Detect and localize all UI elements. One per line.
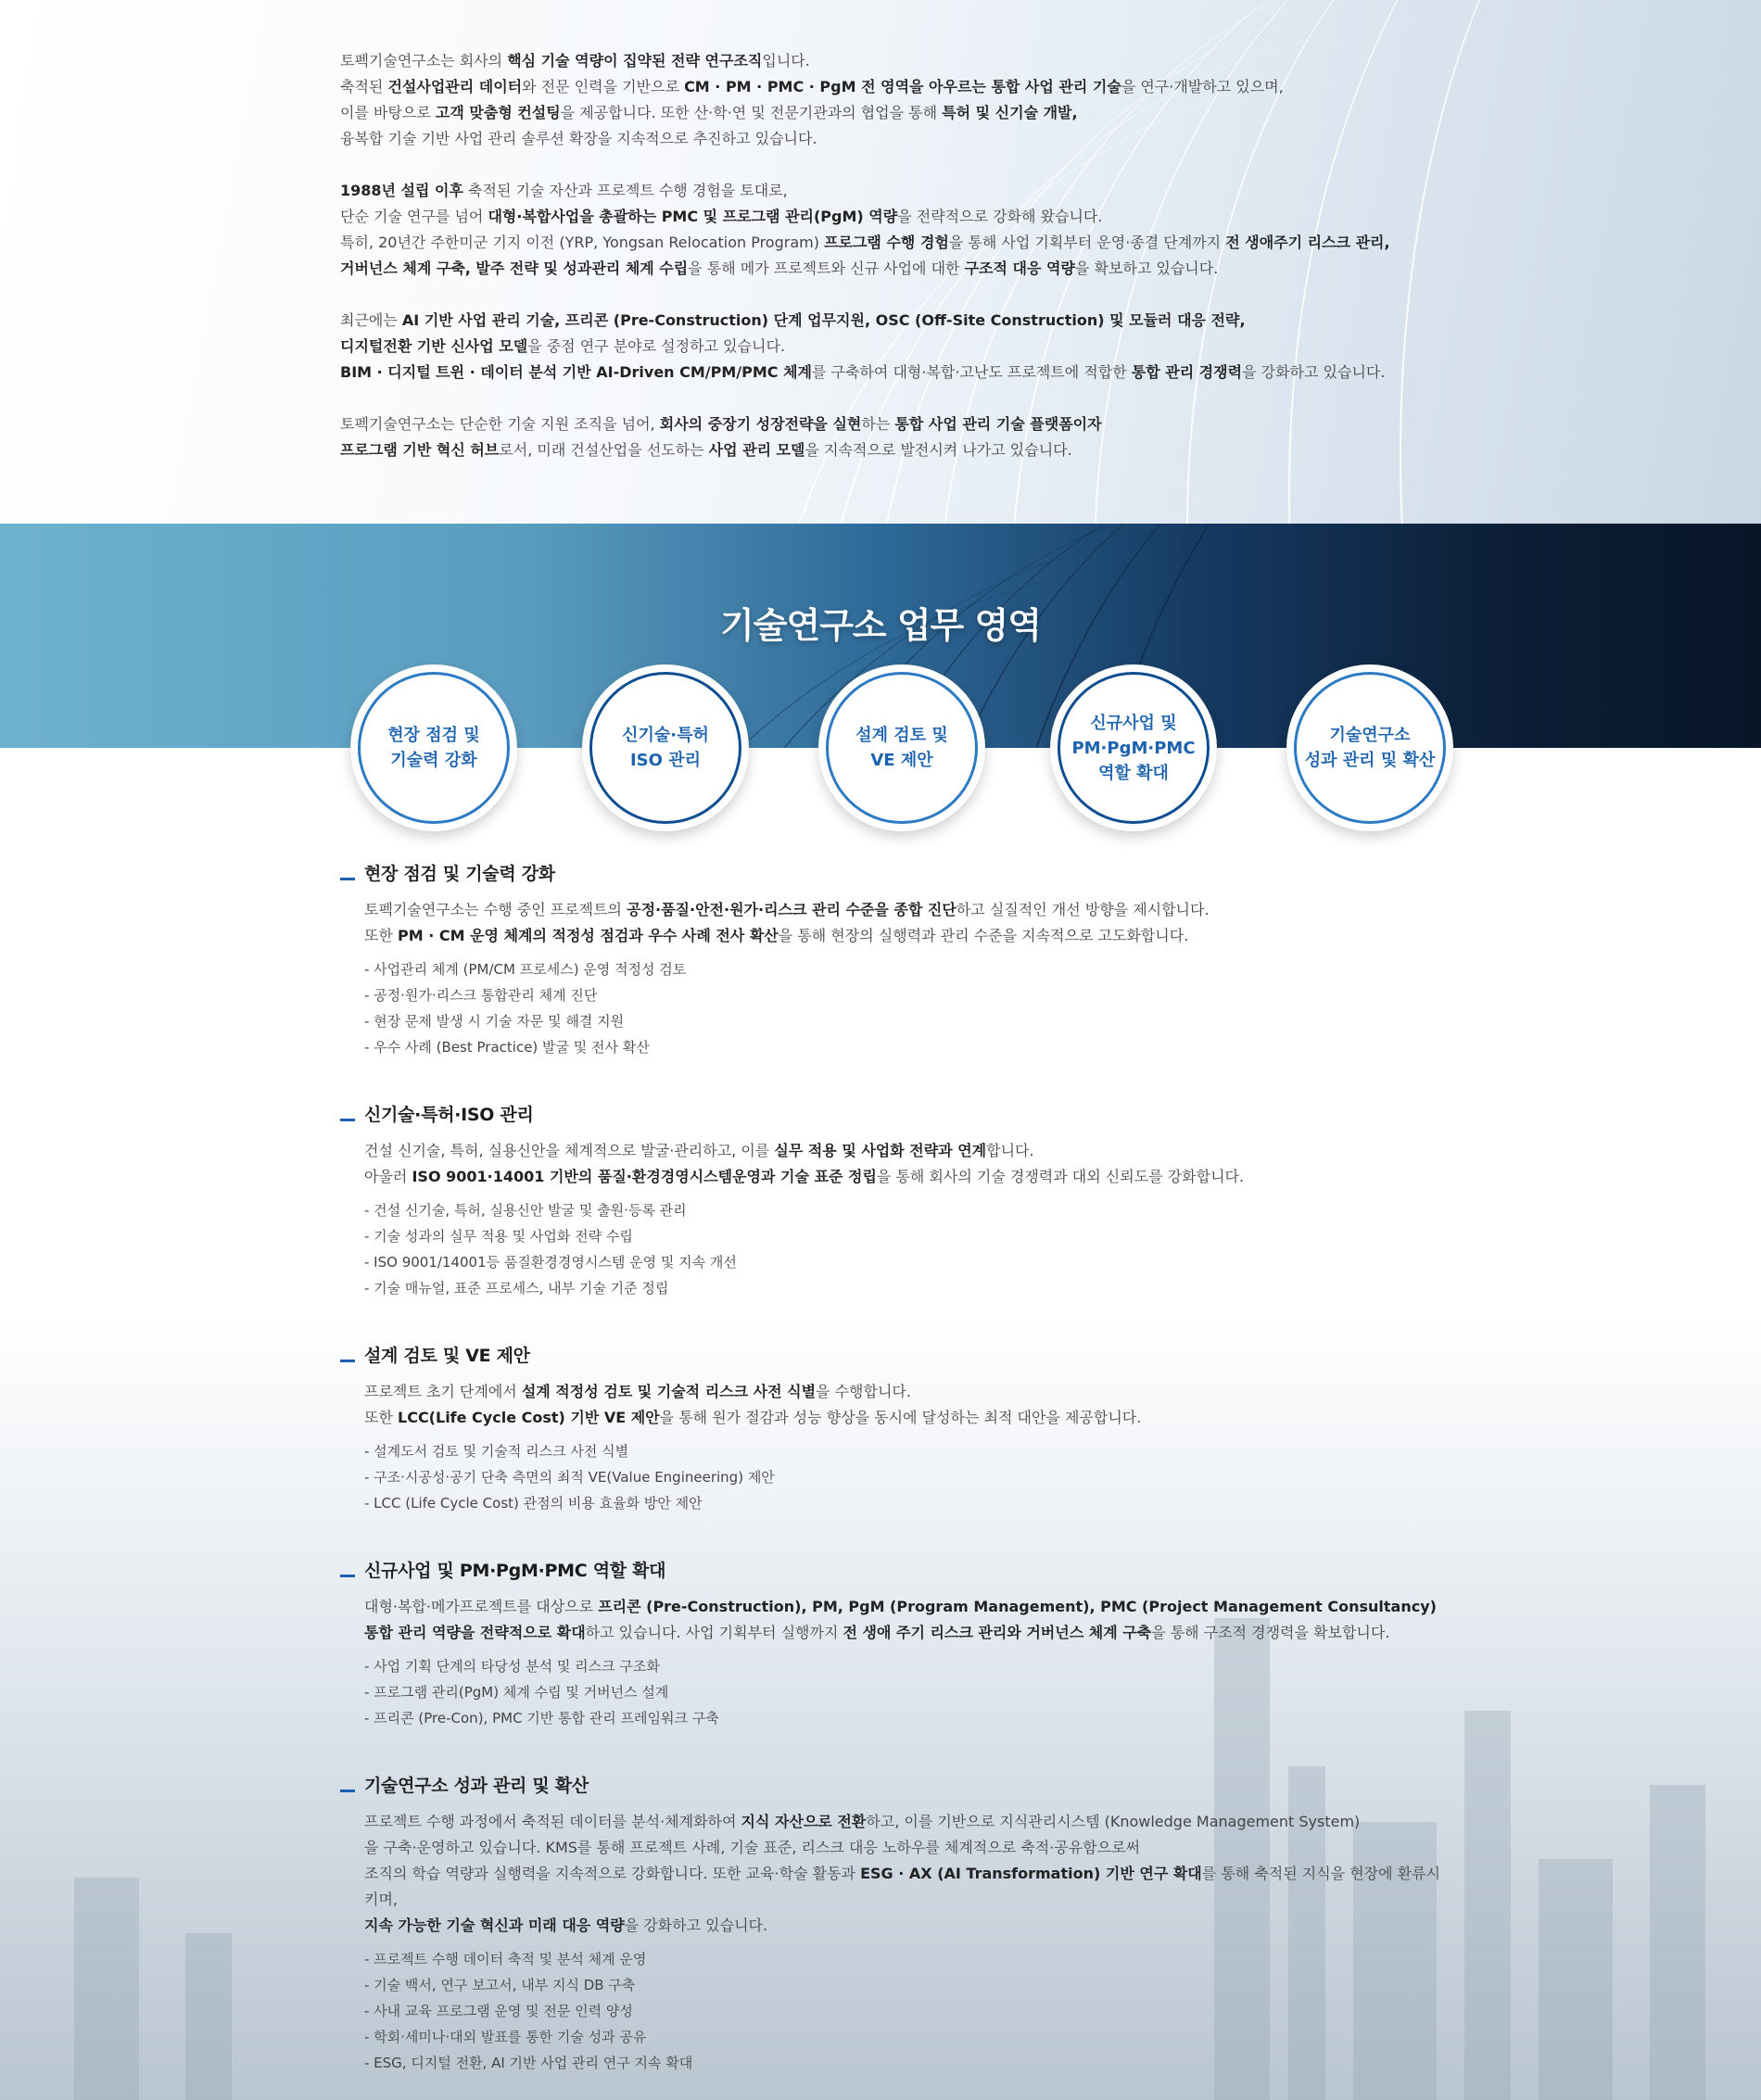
circle-new-business-pmc (1050, 664, 1217, 831)
emphasis-text: 지속 가능한 기술 혁신과 미래 대응 역량 (364, 1917, 625, 1934)
emphasis-text: ISO 9001·14001 기반의 품질·환경경영시스템운영과 기술 표준 정립 (412, 1168, 877, 1185)
emphasis-text: 실무 적용 및 사업화 전략과 연계 (774, 1142, 987, 1159)
list-item: - 사업관리 체계 (PM/CM 프로세스) 운영 적정성 검토 (364, 961, 687, 978)
list-item: - 현장 문제 발생 시 기술 자문 및 해결 지원 (364, 1013, 625, 1030)
emphasis-text: BIM · 디지털 트윈 · 데이터 분석 기반 AI-Driven CM/PM/PMC 체계 (340, 363, 813, 381)
emphasis-text: 1988년 설립 이후 (340, 182, 463, 199)
emphasis-text: 지식 자산으로 전환 (741, 1813, 867, 1830)
detail-design-review-ve (340, 1340, 1452, 1516)
list-item: - 공정·원가·리스크 통합관리 체계 진단 (364, 987, 598, 1004)
detail-title: 신기술·특허·ISO 관리 (364, 1104, 534, 1125)
emphasis-text: 전 생애 주기 리스크 관리와 거버넌스 체계 구축 (842, 1624, 1152, 1641)
detail-performance-management (340, 1770, 1452, 2076)
detail-list (364, 1438, 1452, 1516)
detail-list (364, 1197, 1452, 1301)
list-item: - 학회·세미나·대외 발표를 통한 기술 성과 공유 (364, 2029, 647, 2045)
detail-site-inspection (340, 858, 1452, 1060)
circle-performance-management (1286, 664, 1453, 831)
emphasis-text: 특허 및 신기술 개발, (942, 104, 1078, 121)
list-item: - 구조·시공성·공기 단축 측면의 최적 VE(Value Engineering) 제안 (364, 1469, 775, 1486)
circle-label: 설계 검토 및 VE 제안 (855, 726, 948, 770)
emphasis-text: 공정·품질·안전·원가·리스크 관리 수준을 종합 진단 (627, 901, 957, 918)
emphasis-text: 핵심 기술 역량이 집약된 전략 연구조직 (507, 52, 763, 70)
list-item: - ISO 9001/14001등 품질환경경영시스템 운영 및 지속 개선 (364, 1254, 737, 1271)
detail-title: 설계 검토 및 VE 제안 (364, 1345, 530, 1366)
detail-description: 프로젝트 초기 단계에서 설계 적정성 검토 및 기술적 리스크 사전 식별을 수행합니다. 또한 LCC(Life Cycle Cost) 기반 VE 제안을 통해 원가 절감과 성능 향상을 동시에 달성하는 최적 대안을 제공합니다. (364, 1383, 1142, 1426)
emphasis-text: 고객 맞춤형 컨설팅 (435, 104, 561, 121)
emphasis-text: 설계 적정성 검토 및 기술적 리스크 사전 식별 (521, 1383, 817, 1400)
circle-site-inspection (350, 664, 517, 831)
detail-title: 신규사업 및 PM·PgM·PMC 역할 확대 (364, 1560, 666, 1581)
building (185, 1933, 232, 2100)
list-item: - 건설 신기술, 특허, 실용신안 발굴 및 출원·등록 관리 (364, 1202, 687, 1219)
list-item: - LCC (Life Cycle Cost) 관점의 비용 효율화 방안 제안 (364, 1495, 703, 1512)
emphasis-text: CM · PM · PMC · PgM 전 영역을 아우르는 통합 사업 관리 기술 (684, 78, 1121, 95)
detail-description: 프로젝트 수행 과정에서 축적된 데이터를 분석·체계화하여 지식 자산으로 전환하고, 이를 기반으로 지식관리시스템 (Knowledge Management System) 을 구축·운영하고 있습니다. KMS를 통해 프로젝트 사례, 기술 표준, 리스크 대응 노하우를 체계적으로 축적·공유함으로써 조직의 학습 역량과 실행력을 지속적으로 강화합니다. 또한 교육·학술 활동과 ESG · AX (AI Transformation) 기반 연구 확대를 통해 축적된 지식을 현장에 환류시키며, 지속 가능한 기술 혁신과 미래 대응 역량을 강화하고 있습니다. (364, 1813, 1441, 1934)
intro-paragraph: 1988년 설립 이후 축적된 기술 자산과 프로젝트 수행 경험을 토대로, 단순 기술 연구를 넘어 대형·복합사업을 총괄하는 PMC 및 프로그램 관리(PgM) 역량을 전략적으로 강화해 왔습니다. 특히, 20년간 주한미군 기지 이전 (YRP, Yongsan Relocation Program) 프로그램 수행 경험을 통해 사업 기획부터 운영·종결 단계까지 전 생애주기 리스크 관리, 거버넌스 체계 구축, 발주 전략 및 성과관리 체계 수립을 통해 메가 프로젝트와 신규 사업에 대한 구조적 대응 역량을 확보하고 있습니다. (340, 182, 1390, 277)
list-item: - 프로젝트 수행 데이터 축적 및 분석 체계 운영 (364, 1951, 647, 1967)
emphasis-text: 거버넌스 체계 구축, 발주 전략 및 성과관리 체계 수립 (340, 259, 689, 277)
emphasis-text: 건설사업관리 데이터 (387, 78, 523, 95)
circle-design-review-ve (818, 664, 985, 831)
intro-paragraph: 토펙기술연구소는 단순한 기술 지원 조직을 넘어, 회사의 중장기 성장전략을 실현하는 통합 사업 관리 기술 플랫폼이자 프로그램 기반 혁신 허브로서, 미래 건설산업을 선도하는 사업 관리 모델을 지속적으로 발전시켜 나가고 있습니다. (340, 415, 1102, 459)
emphasis-text: LCC(Life Cycle Cost) 기반 VE 제안 (398, 1409, 660, 1426)
title-marker (340, 1575, 355, 1577)
title-marker (340, 1119, 355, 1121)
list-item: - ESG, 디지털 전환, AI 기반 사업 관리 연구 지속 확대 (364, 2055, 693, 2071)
detail-list (364, 1653, 1452, 1731)
list-item: - 우수 사례 (Best Practice) 발굴 및 전사 확산 (364, 1039, 650, 1056)
building (1464, 1711, 1511, 2100)
title-marker (340, 878, 355, 880)
emphasis-text: 프리콘 (Pre-Construction), PM, PgM (Program Management), PMC (Project Management Consultancy) (598, 1598, 1437, 1615)
emphasis-text: 사업 관리 모델 (708, 441, 805, 459)
work-area-circles (350, 664, 1453, 831)
section-title: 기술연구소 업무 영역 (720, 605, 1041, 646)
detail-new-tech-patent-iso (340, 1099, 1452, 1301)
list-item: - 프로그램 관리(PgM) 체계 수립 및 거버넌스 설계 (364, 1684, 669, 1701)
emphasis-text: 프로그램 기반 혁신 허브 (340, 441, 500, 459)
list-item: - 사업 기획 단계의 타당성 분석 및 리스크 구조화 (364, 1658, 660, 1675)
emphasis-text: 구조적 대응 역량 (964, 259, 1075, 277)
list-item: - 사내 교육 프로그램 운영 및 전문 인력 양성 (364, 2003, 633, 2019)
list-item: - 기술 매뉴얼, 표준 프로세스, 내부 기술 기준 정립 (364, 1280, 669, 1297)
emphasis-text: AI 기반 사업 관리 기술, 프리콘 (Pre-Construction) 단계 업무지원, OSC (Off-Site Construction) 및 모듈러 대응 전략, (401, 311, 1246, 329)
emphasis-text: 디지털전환 기반 신사업 모델 (340, 337, 528, 355)
detail-description: 건설 신기술, 특허, 실용신안을 체계적으로 발굴·관리하고, 이를 실무 적용 및 사업화 전략과 연계합니다. 아울러 ISO 9001·14001 기반의 품질·환경경영시스템운영과 기술 표준 정립을 통해 회사의 기술 경쟁력과 대외 신뢰도를 강화합니다. (364, 1142, 1245, 1185)
detail-description: 대형·복합·메가프로젝트를 대상으로 프리콘 (Pre-Construction), PM, PgM (Program Management), PMC (Project Management Consultancy) 통합 관리 역량을 전략적으로 확대하고 있습니다. 사업 기획부터 실행까지 전 생애 주기 리스크 관리와 거버넌스 체계 구축을 통해 구조적 경쟁력을 확보합니다. (364, 1598, 1437, 1641)
circle-label: 기술연구소 성과 관리 및 확산 (1304, 726, 1436, 770)
building (1650, 1785, 1705, 2100)
intro-paragraph: 토펙기술연구소는 회사의 핵심 기술 역량이 집약된 전략 연구조직입니다. 축적된 건설사업관리 데이터와 전문 인력을 기반으로 CM · PM · PMC · PgM 전 영역을 아우르는 통합 사업 관리 기술을 연구·개발하고 있으며, 이를 바탕으로 고객 맞춤형 컨설팅을 제공합니다. 또한 산·학·연 및 전문기관과의 협업을 통해 특허 및 신기술 개발, 융복합 기술 기반 사업 관리 솔루션 확장을 지속적으로 추진하고 있습니다. (340, 52, 1284, 147)
title-marker (340, 1790, 355, 1792)
circle-label: 신규사업 및 PM·PgM·PMC 역할 확대 (1071, 713, 1196, 783)
detail-list (364, 1946, 1452, 2076)
detail-title: 현장 점검 및 기술력 강화 (364, 863, 555, 884)
detail-title: 기술연구소 성과 관리 및 확산 (364, 1775, 589, 1796)
emphasis-text: 회사의 중장기 성장전략을 실현 (659, 415, 862, 433)
intro-text (340, 48, 1452, 489)
detail-new-business-pmc (340, 1555, 1452, 1731)
detail-list (364, 956, 1452, 1060)
list-item: - 기술 성과의 실무 적용 및 사업화 전략 수립 (364, 1228, 633, 1245)
circle-new-tech-patent-iso (582, 664, 749, 831)
intro-paragraph: 최근에는 AI 기반 사업 관리 기술, 프리콘 (Pre-Construction) 단계 업무지원, OSC (Off-Site Construction) 및 모듈러 대응 전략, 디지털전환 기반 신사업 모델을 중점 연구 분야로 설정하고 있습니다. BIM · 디지털 트윈 · 데이터 분석 기반 AI-Driven CM/PM/PMC 체계를 구축하여 대형·복합·고난도 프로젝트에 적합한 통합 관리 경쟁력을 강화하고 있습니다. (340, 311, 1386, 381)
emphasis-text: 프로그램 수행 경험 (824, 234, 949, 251)
emphasis-text: 통합 관리 역량을 전략적으로 확대 (364, 1624, 586, 1641)
title-marker (340, 1360, 355, 1362)
tower-line (1400, 0, 1761, 524)
detail-description: 토펙기술연구소는 수행 중인 프로젝트의 공정·품질·안전·원가·리스크 관리 수준을 종합 진단하고 실질적인 개선 방향을 제시합니다. 또한 PM · CM 운영 체계의 적정성 점검과 우수 사례 전사 확산을 통해 현장의 실행력과 관리 수준을 지속적으로 고도화합니다. (364, 901, 1210, 944)
building (74, 1878, 139, 2100)
emphasis-text: ESG · AX (AI Transformation) 기반 연구 확대 (860, 1865, 1202, 1882)
emphasis-text: 통합 관리 경쟁력 (1131, 363, 1243, 381)
circle-label: 신기술·특허 ISO 관리 (622, 726, 709, 770)
list-item: - 프리콘 (Pre-Con), PMC 기반 통합 관리 프레임워크 구축 (364, 1710, 719, 1727)
emphasis-text: PM · CM 운영 체계의 적정성 점검과 우수 사례 전사 확산 (398, 927, 779, 944)
emphasis-text: 대형·복합사업을 총괄하는 PMC 및 프로그램 관리(PgM) 역량 (488, 208, 898, 225)
emphasis-text: 통합 사업 관리 기술 플랫폼이자 (894, 415, 1102, 433)
building (1539, 1859, 1613, 2100)
emphasis-text: 전 생애주기 리스크 관리, (1225, 234, 1390, 251)
list-item: - 설계도서 검토 및 기술적 리스크 사전 식별 (364, 1443, 629, 1460)
circle-label: 현장 점검 및 기술력 강화 (387, 726, 480, 770)
list-item: - 기술 백서, 연구 보고서, 내부 지식 DB 구축 (364, 1977, 636, 1993)
